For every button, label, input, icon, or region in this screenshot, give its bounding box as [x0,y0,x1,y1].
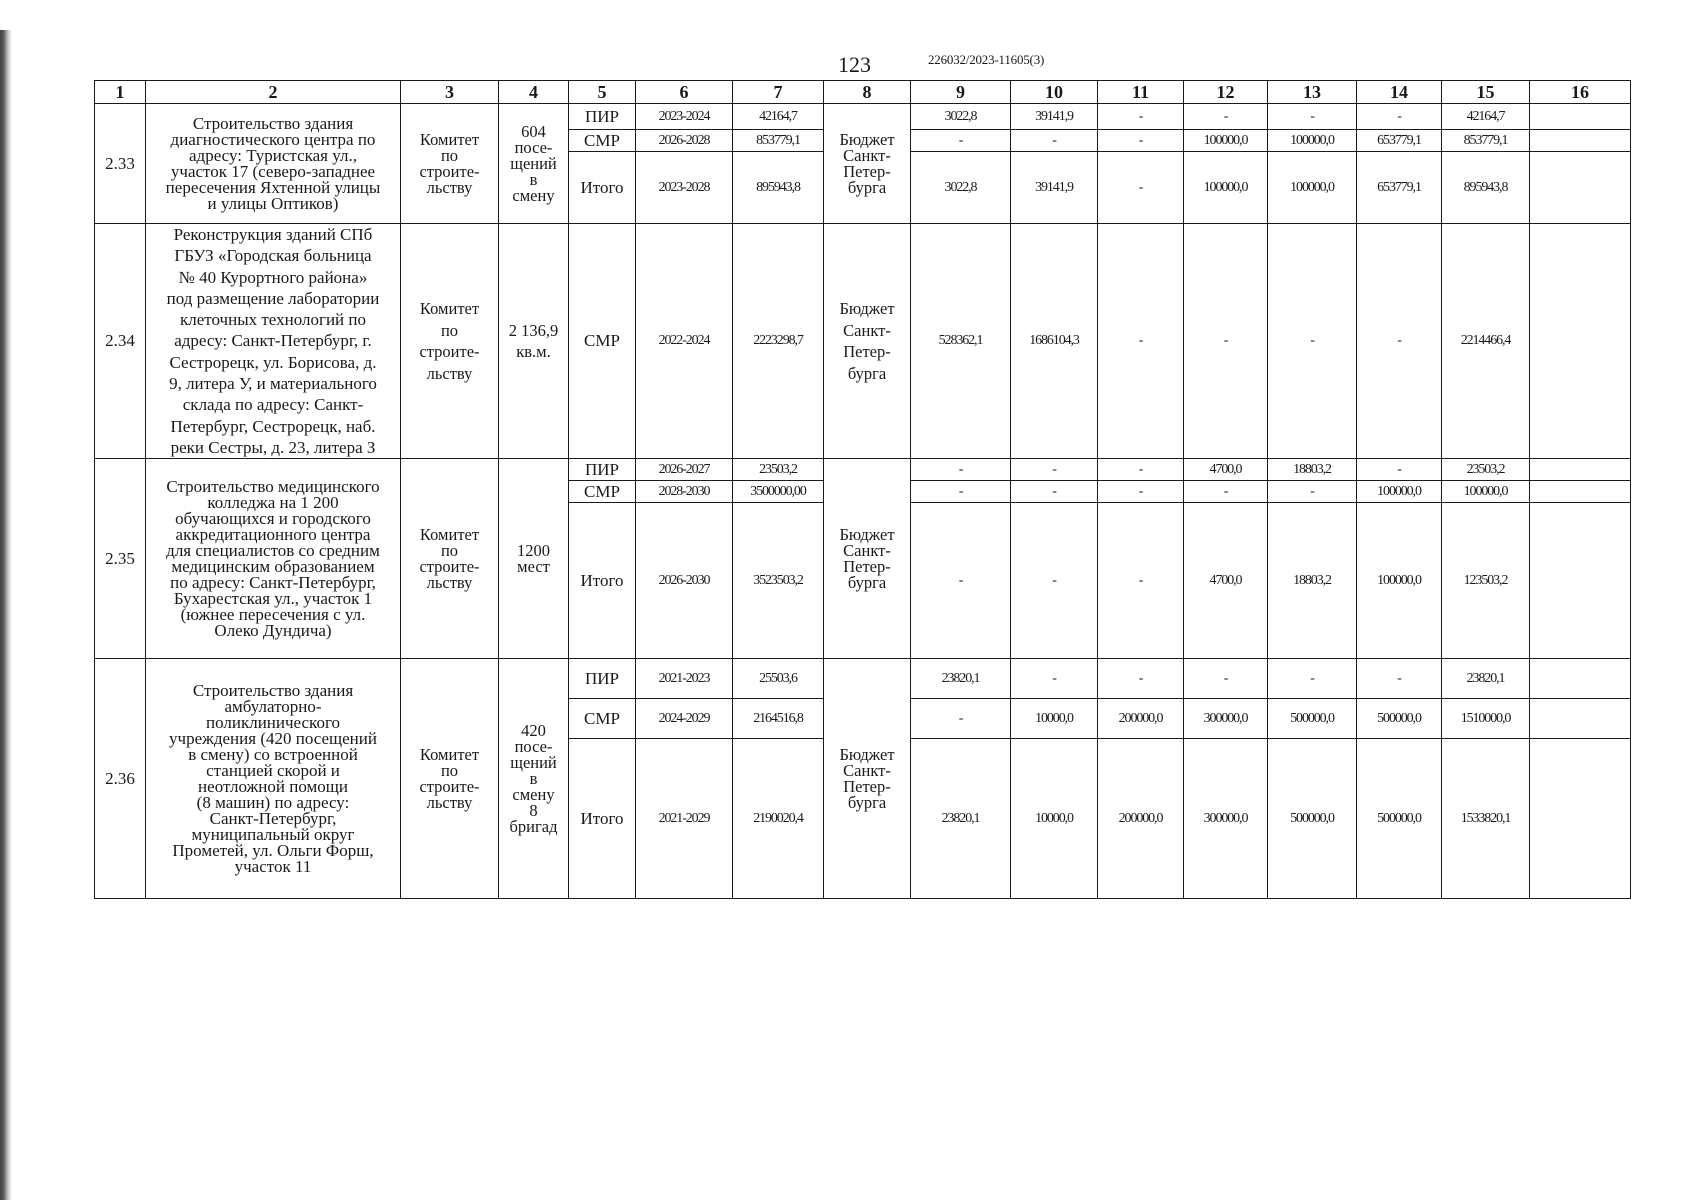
item-number: 2.36 [95,659,146,899]
total-amount-cell: 1510000,0 [1442,699,1530,739]
header-row [95,81,1631,104]
year-amount-cell: 23820,1 [911,659,1011,699]
year-amount-cell: 100000,0 [1268,152,1357,224]
work-type-cell: СМР [569,481,636,503]
year-amount-cell: - [1098,152,1184,224]
total-amount-cell: 1533820,1 [1442,739,1530,899]
capacity-cell: 1200 мест [499,459,569,659]
estimated-cost-cell: 2164516,8 [733,699,824,739]
work-type-cell: Итого [569,503,636,659]
year-amount-cell: 100000,0 [1357,481,1442,503]
note-cell [1530,503,1631,659]
total-amount-cell: 895943,8 [1442,152,1530,224]
object-description: Строительство здания амбулаторно- поликлинического учреждения (420 посещений в смену) со встроенной станцией скорой и неотложной помощи (8 машин) по адресу: Санкт-Петербург, муниципальный округ Прометей, ул. Ольги Форш, участок 11 [146,659,401,899]
estimated-cost-cell: 42164,7 [733,104,824,130]
year-amount-cell: - [1011,659,1098,699]
period-cell: 2026-2030 [636,503,733,659]
year-amount-cell: - [1357,224,1442,459]
year-amount-cell: - [911,459,1011,481]
total-amount-cell: 2214466,4 [1442,224,1530,459]
capacity-cell: 2 136,9 кв.м. [499,224,569,459]
executor-cell: Комитет по строите- льству [401,224,499,459]
year-amount-cell: - [1011,481,1098,503]
year-amount-cell: - [1357,459,1442,481]
funding-source-cell: Бюджет Санкт- Петер- бурга [824,104,911,224]
work-type-cell: СМР [569,130,636,152]
year-amount-cell: - [1184,104,1268,130]
column-header-7: 7 [733,81,824,104]
estimated-cost-cell: 2223298,7 [733,224,824,459]
year-amount-cell: - [1357,659,1442,699]
note-cell [1530,224,1631,459]
year-amount-cell: 1686104,3 [1011,224,1098,459]
work-type-cell: Итого [569,739,636,899]
note-cell [1530,130,1631,152]
object-description: Реконструкция зданий СПб ГБУЗ «Городская больница № 40 Курортного района» под размещение лаборатории клеточных технологий по адресу: Санкт-Петербург, г. Сестрорецк, ул. Борисова, д. 9, литера У, и материального склада по адресу: Санкт- Петербург, Сестрорецк, наб. реки Сестры, д. 23, литера З [146,224,401,459]
column-header-11: 11 [1098,81,1184,104]
column-header-3: 3 [401,81,499,104]
column-header-15: 15 [1442,81,1530,104]
year-amount-cell: - [911,130,1011,152]
total-amount-cell: 853779,1 [1442,130,1530,152]
note-cell [1530,481,1631,503]
note-cell [1530,459,1631,481]
note-cell [1530,659,1631,699]
year-amount-cell: - [1098,224,1184,459]
period-cell: 2028-2030 [636,481,733,503]
column-header-5: 5 [569,81,636,104]
year-amount-cell: 500000,0 [1357,739,1442,899]
work-type-cell: СМР [569,699,636,739]
year-amount-cell: 100000,0 [1184,152,1268,224]
object-description: Строительство здания диагностического центра по адресу: Туристская ул., участок 17 (северо-западнее пересечения Яхтенной улицы и улицы Оптиков) [146,104,401,224]
table-row [95,459,1631,481]
table-row [95,104,1631,130]
executor-cell: Комитет по строите- льству [401,104,499,224]
column-header-4: 4 [499,81,569,104]
year-amount-cell: - [911,503,1011,659]
year-amount-cell: 653779,1 [1357,130,1442,152]
year-amount-cell: - [1184,224,1268,459]
item-number: 2.34 [95,224,146,459]
year-amount-cell: - [1011,503,1098,659]
executor-cell: Комитет по строите- льству [401,459,499,659]
work-type-cell: Итого [569,152,636,224]
note-cell [1530,699,1631,739]
year-amount-cell: 100000,0 [1357,503,1442,659]
year-amount-cell: - [1098,503,1184,659]
work-type-cell: ПИР [569,659,636,699]
scan-binding-edge [0,30,12,1200]
year-amount-cell: - [1357,104,1442,130]
year-amount-cell: 100000,0 [1184,130,1268,152]
year-amount-cell: 3022,8 [911,104,1011,130]
year-amount-cell: 528362,1 [911,224,1011,459]
object-description: Строительство медицинского колледжа на 1 200 обучающихся и городского аккредитационного центра для специалистов со средним медицинским образованием по адресу: Санкт-Петербург, Бухарестская ул., участок 1 (южнее пересечения с ул. Олеко Дундича) [146,459,401,659]
period-cell: 2022-2024 [636,224,733,459]
year-amount-cell: - [911,699,1011,739]
total-amount-cell: 23503,2 [1442,459,1530,481]
year-amount-cell: - [1184,481,1268,503]
funding-source-cell: Бюджет Санкт- Петер- бурга [824,224,911,459]
table-row [95,659,1631,699]
year-amount-cell: - [1098,459,1184,481]
estimated-cost-cell: 853779,1 [733,130,824,152]
estimated-cost-cell: 3523503,2 [733,503,824,659]
year-amount-cell: - [1268,481,1357,503]
item-number: 2.33 [95,104,146,224]
year-amount-cell: 500000,0 [1268,699,1357,739]
work-type-cell: ПИР [569,104,636,130]
year-amount-cell: 3022,8 [911,152,1011,224]
column-header-9: 9 [911,81,1011,104]
estimated-cost-cell: 895943,8 [733,152,824,224]
year-amount-cell: 10000,0 [1011,739,1098,899]
year-amount-cell: 100000,0 [1268,130,1357,152]
year-amount-cell: 23820,1 [911,739,1011,899]
period-cell: 2021-2023 [636,659,733,699]
estimated-cost-cell: 3500000,00 [733,481,824,503]
executor-cell: Комитет по строите- льству [401,659,499,899]
column-header-8: 8 [824,81,911,104]
funding-source-cell: Бюджет Санкт- Петер- бурга [824,659,911,899]
period-cell: 2021-2029 [636,739,733,899]
capacity-cell: 420 посе- щений в смену 8 бригад [499,659,569,899]
note-cell [1530,739,1631,899]
year-amount-cell: 300000,0 [1184,739,1268,899]
period-cell: 2023-2024 [636,104,733,130]
year-amount-cell: - [1098,104,1184,130]
year-amount-cell: - [1098,659,1184,699]
period-cell: 2024-2029 [636,699,733,739]
funding-source-cell: Бюджет Санкт- Петер- бурга [824,459,911,659]
year-amount-cell: 500000,0 [1357,699,1442,739]
year-amount-cell: 300000,0 [1184,699,1268,739]
year-amount-cell: 653779,1 [1357,152,1442,224]
column-header-12: 12 [1184,81,1268,104]
document-code: 226032/2023-11605(3) [928,52,1045,67]
work-type-cell: СМР [569,224,636,459]
column-header-16: 16 [1530,81,1631,104]
capacity-cell: 604 посе- щений в смену [499,104,569,224]
year-amount-cell: 10000,0 [1011,699,1098,739]
year-amount-cell: - [1268,224,1357,459]
period-cell: 2023-2028 [636,152,733,224]
year-amount-cell: - [1184,659,1268,699]
total-amount-cell: 42164,7 [1442,104,1530,130]
estimated-cost-cell: 2190020,4 [733,739,824,899]
year-amount-cell: 39141,9 [1011,152,1098,224]
year-amount-cell: 18803,2 [1268,459,1357,481]
note-cell [1530,104,1631,130]
year-amount-cell: 500000,0 [1268,739,1357,899]
year-amount-cell: - [1098,481,1184,503]
column-header-2: 2 [146,81,401,104]
year-amount-cell: 200000,0 [1098,699,1184,739]
column-header-13: 13 [1268,81,1357,104]
work-type-cell: ПИР [569,459,636,481]
item-number: 2.35 [95,459,146,659]
table-row [95,224,1631,459]
total-amount-cell: 23820,1 [1442,659,1530,699]
year-amount-cell: - [1268,104,1357,130]
year-amount-cell: - [1098,130,1184,152]
year-amount-cell: 200000,0 [1098,739,1184,899]
period-cell: 2026-2027 [636,459,733,481]
year-amount-cell: 39141,9 [1011,104,1098,130]
note-cell [1530,152,1631,224]
period-cell: 2026-2028 [636,130,733,152]
page-number: 123 [838,52,871,77]
year-amount-cell: - [911,481,1011,503]
program-table [94,80,1631,899]
year-amount-cell: 4700,0 [1184,459,1268,481]
column-header-10: 10 [1011,81,1098,104]
year-amount-cell: 18803,2 [1268,503,1357,659]
column-header-14: 14 [1357,81,1442,104]
column-header-1: 1 [95,81,146,104]
estimated-cost-cell: 23503,2 [733,459,824,481]
year-amount-cell: - [1011,459,1098,481]
estimated-cost-cell: 25503,6 [733,659,824,699]
year-amount-cell: - [1268,659,1357,699]
year-amount-cell: 4700,0 [1184,503,1268,659]
column-header-6: 6 [636,81,733,104]
total-amount-cell: 123503,2 [1442,503,1530,659]
year-amount-cell: - [1011,130,1098,152]
total-amount-cell: 100000,0 [1442,481,1530,503]
